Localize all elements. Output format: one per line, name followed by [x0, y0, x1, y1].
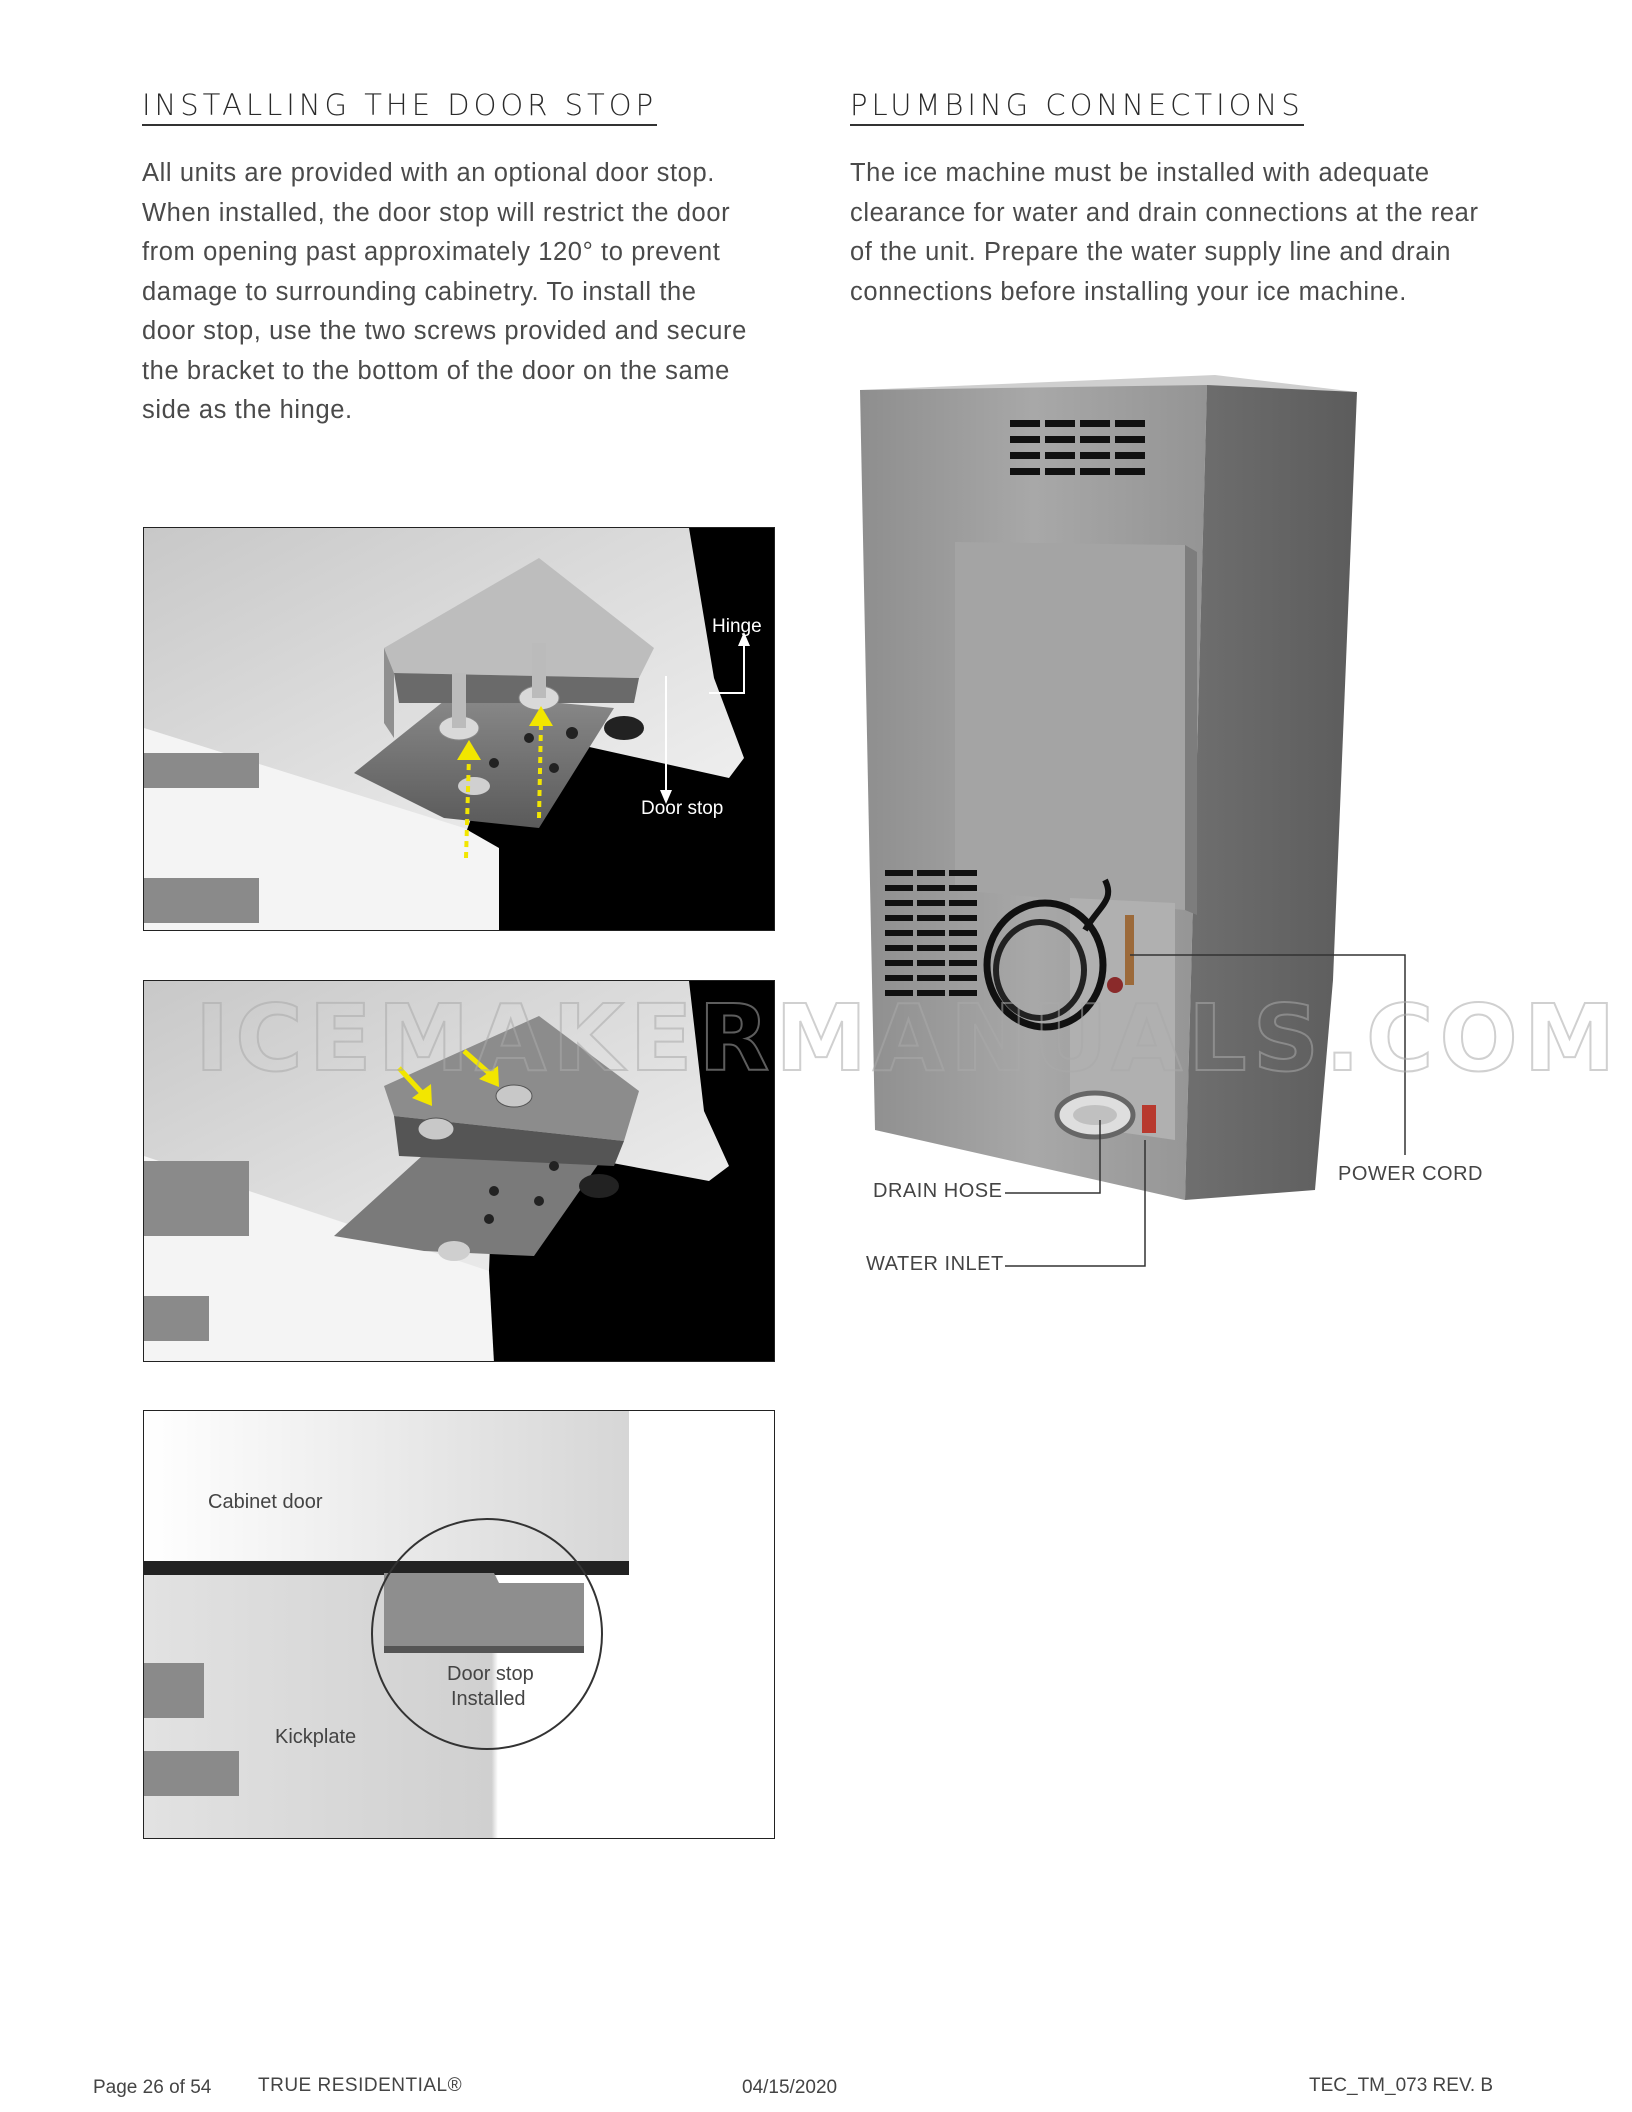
door-stop-installed-illustration — [144, 1411, 775, 1839]
footer-page-number: Page 26 of 54 — [93, 2077, 212, 2098]
section-heading-plumbing: PLUMBING CONNECTIONS — [850, 88, 1304, 126]
paragraph-line: When installed, the door stop will restrict the door — [142, 198, 731, 227]
ice-machine-rear-illustration — [845, 370, 1565, 1270]
kickplate-label: Kickplate — [275, 1726, 357, 1748]
paragraph-line: connections before installing your ice machine. — [850, 277, 1407, 306]
footer-date: 04/15/2020 — [742, 2077, 838, 2098]
watermark: ICEMAKERMANUALS.COM — [195, 985, 1622, 1092]
drain-hose-label: DRAIN HOSE — [873, 1180, 1003, 1202]
door-stop-installed-label-line1: Door stop — [447, 1663, 534, 1685]
door-stop-screws-illustration — [144, 528, 775, 931]
hinge-label: Hinge — [712, 616, 762, 637]
paragraph-line: damage to surrounding cabinetry. To install the — [142, 277, 697, 306]
paragraph-line: side as the hinge. — [142, 396, 353, 424]
power-cord-label: POWER CORD — [1338, 1163, 1483, 1185]
door-stop-paragraph — [142, 154, 792, 431]
cabinet-door-label: Cabinet door — [208, 1491, 323, 1513]
figure-door-stop-screws — [143, 527, 775, 931]
footer-doc-code: TEC_TM_073 REV. B — [1309, 2075, 1494, 2096]
figure-door-stop-installed — [143, 1410, 775, 1839]
section-heading-door-stop: INSTALLING THE DOOR STOP — [142, 88, 657, 126]
door-stop-label: Door stop — [641, 798, 724, 819]
water-inlet-label: WATER INLET — [866, 1253, 1004, 1275]
plumbing-paragraph — [850, 154, 1530, 312]
paragraph-line: clearance for water and drain connections at the rear — [850, 198, 1479, 227]
paragraph-line: The ice machine must be installed with adequate — [850, 159, 1430, 187]
footer-brand: TRUE RESIDENTIAL® — [258, 2075, 463, 2096]
paragraph-line: All units are provided with an optional door stop. — [142, 159, 715, 187]
door-stop-installed-label-line2: Installed — [451, 1688, 526, 1710]
paragraph-line: the bracket to the bottom of the door on the same — [142, 356, 730, 385]
paragraph-line: from opening past approximately 120° to prevent — [142, 238, 721, 266]
paragraph-line: door stop, use the two screws provided and secure — [142, 317, 747, 345]
paragraph-line: of the unit. Prepare the water supply line and drain — [850, 238, 1452, 266]
